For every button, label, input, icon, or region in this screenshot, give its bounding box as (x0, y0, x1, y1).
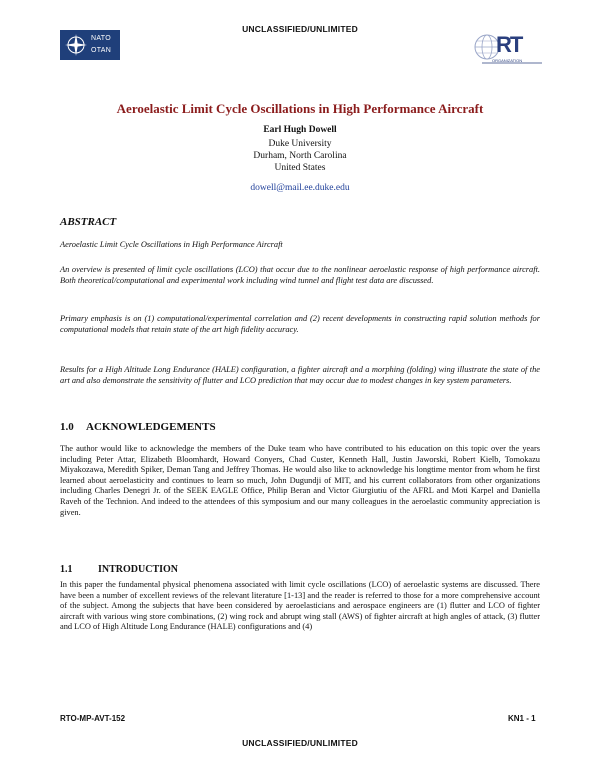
acknowledgements-heading (60, 421, 216, 433)
rto-letters: RT (496, 32, 522, 57)
footer-document-code: RTO-MP-AVT-152 (60, 714, 126, 723)
author-country: United States (274, 163, 326, 173)
nato-label: NATO (91, 35, 111, 42)
introduction-heading (60, 564, 178, 575)
abstract-paragraph-2: Primary emphasis is on (1) computational/experimental correlation and (2) recent developments in constructing rapid solution methods for computational models that retain state of the art high fidelity accuracy. (60, 314, 540, 334)
rto-tagline: ORGANIZATION (492, 58, 523, 63)
section-number: 1.0 (60, 421, 74, 433)
footer-page-number: KN1 - 1 (508, 714, 536, 723)
section-title: INTRODUCTION (98, 564, 179, 575)
introduction-paragraph: In this paper the fundamental physical phenomena associated with limit cycle oscillations (LCO) of aeroelastic systems are discussed. There have been a number of excellent reviews of the relevant literature [1-13] and the reader is referred to those for a more comprehensive account of the subject. Among the subjects that have been considered by aeroelasticians and aerospace engineers are (1) flutter and LCO of fighter aircraft with various wing store combinations, (2) wing rock and abrupt wing stall (AWS) of fighter aircraft at high angles of attack, (3) flutter and LCO of High Altitude Long Endurance (HALE) configurations and (4) (60, 580, 540, 632)
abstract-paragraph-3: Results for a High Altitude Long Endurance (HALE) configuration, a fighter aircraft and a morphing (folding) wing illustrate the state of the art and also demonstrate the sensitivity of flutter and LCO prediction that may occur due to modest changes in key system parameters. (60, 365, 540, 385)
section-number: 1.1 (60, 564, 73, 575)
nato-otan-logo (60, 30, 120, 60)
classification-top: UNCLASSIFIED/UNLIMITED (242, 24, 358, 34)
author-name: Earl Hugh Dowell (263, 125, 337, 135)
section-title: ACKNOWLEDGEMENTS (86, 421, 216, 433)
abstract-paragraph-1: An overview is presented of limit cycle oscillations (LCO) that occur due to the nonlinear aeroelastic response of high performance aircraft. Both theoretical/computational and experimental work including wind tunnel and flight test data are discussed. (60, 265, 540, 285)
author-email-link[interactable]: dowell@mail.ee.duke.edu (250, 183, 350, 193)
nato-star-icon (64, 33, 88, 57)
acknowledgements-paragraph: The author would like to acknowledge the members of the Duke team who have contributed to his education on this topic over the years including Peter Attar, Elizabeth Bloomhardt, Howard Conyers, Chad Custer, Kenneth Hall, Justin Jaworski, Robert Kielb, Tomokazu Miyakozawa, Meredith Spiker, Deman Tang and Jeffrey Thomas. He would also like to acknowledge his longtime mentor from whom he first learned about aeroelasticity and continues to learn so much, John Dugundji of MIT, and his current collaborators from other organizations including Charles Denegri Jr. of the SEEK EAGLE Office, Philip Beran and Victor Giurgiutiu of the AFRL and Moti Karpel and Daniella Raveh of the Technion. And indeed to the attendees of this symposium and our many colleagues in the aeroelastic community appreciation is given. (60, 444, 540, 517)
rto-logo (474, 32, 544, 66)
otan-label: OTAN (91, 47, 112, 54)
author-city: Durham, North Carolina (253, 151, 347, 161)
abstract-title-line: Aeroelastic Limit Cycle Oscillations in High Performance Aircraft (60, 240, 283, 249)
paper-title: Aeroelastic Limit Cycle Oscillations in High Performance Aircraft (116, 100, 484, 116)
abstract-heading: ABSTRACT (60, 216, 117, 228)
classification-bottom: UNCLASSIFIED/UNLIMITED (242, 738, 358, 748)
author-affiliation: Duke University (268, 139, 332, 149)
